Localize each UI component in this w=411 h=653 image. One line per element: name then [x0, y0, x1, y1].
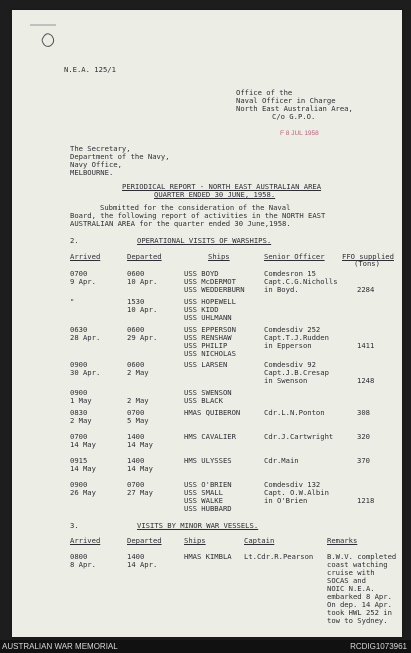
- row-ship: USS RENSHAW: [184, 333, 232, 342]
- intro-line: AUSTRALIAN AREA for the quarter ended 30 June,1958.: [70, 219, 291, 228]
- row-departed: 0700: [127, 480, 145, 489]
- row-senior-officer: Comdesdiv 92: [264, 360, 316, 369]
- row-departed: 10 Apr.: [127, 277, 158, 286]
- row-arrived: 0915: [70, 456, 88, 465]
- row-ship: USS BOYD: [184, 269, 219, 278]
- minor-departed: 14 Apr.: [127, 560, 158, 569]
- reference-number: N.E.A. 125/1: [64, 65, 116, 74]
- row-ship: HMS CAVALIER: [184, 432, 236, 441]
- row-ship: USS SMALL: [184, 488, 223, 497]
- row-departed: 0600: [127, 269, 145, 278]
- section-2-heading: OPERATIONAL VISITS OF WARSHIPS.: [137, 236, 272, 245]
- addressee-line: Department of the Navy,: [70, 152, 170, 161]
- section-3-heading: VISITS BY MINOR WAR VESSELS.: [137, 521, 259, 530]
- row-ship: USS SWENSON: [184, 388, 232, 397]
- row-ship: USS EPPERSON: [184, 325, 236, 334]
- row-ship: USS NICHOLAS: [184, 349, 236, 358]
- row-arrived: 14 May: [70, 440, 96, 449]
- row-arrived: 0630: [70, 325, 88, 334]
- row-senior-officer: Cdr.J.Cartwright: [264, 432, 334, 441]
- addressee-line: Navy Office,: [70, 160, 122, 169]
- row-arrived: 0900: [70, 360, 88, 369]
- intro-line: Submitted for the consideration of the Naval: [100, 203, 291, 212]
- row-departed: 10 Apr.: [127, 305, 158, 314]
- row-ship: USS WALKE: [184, 496, 223, 505]
- row-arrived: 0700: [70, 269, 88, 278]
- row-departed: 0600: [127, 325, 145, 334]
- archive-name: AUSTRALIAN WAR MEMORIAL: [2, 642, 118, 651]
- row-departed: 14 May: [127, 464, 153, 473]
- pencil-mark-icon: [30, 20, 70, 50]
- document-page: [12, 10, 402, 637]
- row-arrived: 0900: [70, 388, 88, 397]
- row-departed: 0600: [127, 360, 145, 369]
- row-arrived: 1 May: [70, 396, 92, 405]
- row-ffo: 320: [357, 432, 370, 441]
- minor-remarks: cruise with: [327, 568, 375, 577]
- title-line: QUARTER ENDED 30 JUNE, 1958.: [154, 190, 276, 199]
- office-line: Naval Officer in Charge: [236, 96, 336, 105]
- row-departed: 29 Apr.: [127, 333, 158, 342]
- row-ship: USS LARSEN: [184, 360, 228, 369]
- row-departed: 0700: [127, 408, 145, 417]
- row-ship: HMAS QUIBERON: [184, 408, 241, 417]
- minor-arrived: 0800: [70, 552, 88, 561]
- title-line: PERIODICAL REPORT - NORTH EAST AUSTRALIAN AREA: [122, 182, 322, 191]
- row-ffo: 370: [357, 456, 370, 465]
- row-arrived: 26 May: [70, 488, 96, 497]
- header-captain: Captain: [244, 536, 275, 545]
- section-3-number: 3.: [70, 521, 79, 530]
- header-ships: Ships: [184, 536, 206, 545]
- row-ship: USS HUBBARD: [184, 504, 232, 513]
- row-senior-officer: Comdesron 15: [264, 269, 316, 278]
- row-departed: 27 May: [127, 488, 153, 497]
- archive-footer: [0, 640, 411, 653]
- row-senior-officer: Cdr.L.N.Ponton: [264, 408, 325, 417]
- minor-remarks: On dep. 14 Apr.: [327, 600, 392, 609]
- minor-remarks: coast watching: [327, 560, 388, 569]
- row-senior-officer: Cdr.Main: [264, 456, 299, 465]
- addressee-line: MELBOURNE.: [70, 168, 114, 177]
- header-ships: Ships: [208, 252, 230, 261]
- row-departed: 1530: [127, 297, 145, 306]
- row-ffo: 2284: [357, 285, 375, 294]
- row-departed: 5 May: [127, 416, 149, 425]
- row-senior-officer: in Epperson: [264, 341, 312, 350]
- minor-arrived: 8 Apr.: [70, 560, 96, 569]
- row-arrived: 2 May: [70, 416, 92, 425]
- minor-captain: Lt.Cdr.R.Pearson: [244, 552, 314, 561]
- row-ship: USS PHILIP: [184, 341, 228, 350]
- row-ffo: 1248: [357, 376, 375, 385]
- header-departed: Departed: [127, 252, 162, 261]
- row-arrived: 0700: [70, 432, 88, 441]
- row-senior-officer: in Boyd.: [264, 285, 299, 294]
- row-senior-officer: Capt. O.W.Albin: [264, 488, 329, 497]
- row-arrived: 0900: [70, 480, 88, 489]
- minor-remarks: SOCAS and: [327, 576, 366, 585]
- section-2-number: 2.: [70, 236, 79, 245]
- row-departed: 14 May: [127, 440, 153, 449]
- office-line: Office of the: [236, 88, 293, 97]
- row-ship: USS HOPEWELL: [184, 297, 236, 306]
- header-departed: Departed: [127, 536, 162, 545]
- header-ffo-supplied: FFO supplied: [342, 252, 394, 261]
- row-ship: HMS ULYSSES: [184, 456, 232, 465]
- row-ffo: 1218: [357, 496, 375, 505]
- header-tons: (Tons): [354, 259, 380, 268]
- row-arrived: 14 May: [70, 464, 96, 473]
- row-senior-officer: in O'Brien: [264, 496, 308, 505]
- minor-remarks: embarked 8 Apr.: [327, 592, 392, 601]
- row-ship: USS UHLMANN: [184, 313, 232, 322]
- row-arrived: 0830: [70, 408, 88, 417]
- row-senior-officer: Capt.J.B.Cresap: [264, 368, 329, 377]
- minor-remarks: B.W.V. completed: [327, 552, 397, 561]
- row-ffo: 1411: [357, 341, 375, 350]
- row-senior-officer: Comdesdiv 252: [264, 325, 321, 334]
- intro-line: Board, the following report of activities in the NORTH EAST: [70, 211, 326, 220]
- row-departed: 1400: [127, 456, 145, 465]
- row-departed: 2 May: [127, 368, 149, 377]
- row-ship: USS WEDDERBURN: [184, 285, 245, 294]
- row-ship: USS BLACK: [184, 396, 223, 405]
- row-ship: USS O'BRIEN: [184, 480, 232, 489]
- row-senior-officer: Capt.T.J.Rudden: [264, 333, 329, 342]
- minor-departed: 1400: [127, 552, 145, 561]
- minor-ship: HMAS KIMBLA: [184, 552, 232, 561]
- row-ffo: 308: [357, 408, 370, 417]
- received-stamp: F 8 JUL 1958: [280, 130, 319, 137]
- office-line: C/o G.P.O.: [272, 112, 316, 121]
- addressee-line: The Secretary,: [70, 144, 131, 153]
- header-arrived: Arrived: [70, 536, 101, 545]
- office-line: North East Australian Area,: [236, 104, 353, 113]
- row-departed: 2 May: [127, 396, 149, 405]
- minor-remarks: tow to Sydney.: [327, 616, 388, 625]
- row-departed: 1400: [127, 432, 145, 441]
- row-ship: USS KIDD: [184, 305, 219, 314]
- row-senior-officer: Capt.C.G.Nicholls: [264, 277, 338, 286]
- header-arrived: Arrived: [70, 252, 101, 261]
- row-arrived: 28 Apr.: [70, 333, 101, 342]
- row-arrived: 30 Apr.: [70, 368, 101, 377]
- minor-remarks: NOIC N.E.A.: [327, 584, 375, 593]
- row-senior-officer: in Swenson: [264, 376, 308, 385]
- row-arrived: ": [70, 297, 75, 306]
- header-senior-officer: Senior Officer: [264, 252, 325, 261]
- header-remarks: Remarks: [327, 536, 358, 545]
- row-ship: USS McDERMOT: [184, 277, 236, 286]
- minor-remarks: took HWL 252 in: [327, 608, 392, 617]
- row-senior-officer: Comdesdiv 132: [264, 480, 321, 489]
- row-arrived: 9 Apr.: [70, 277, 96, 286]
- archive-id: RCDIG1073961: [350, 642, 407, 651]
